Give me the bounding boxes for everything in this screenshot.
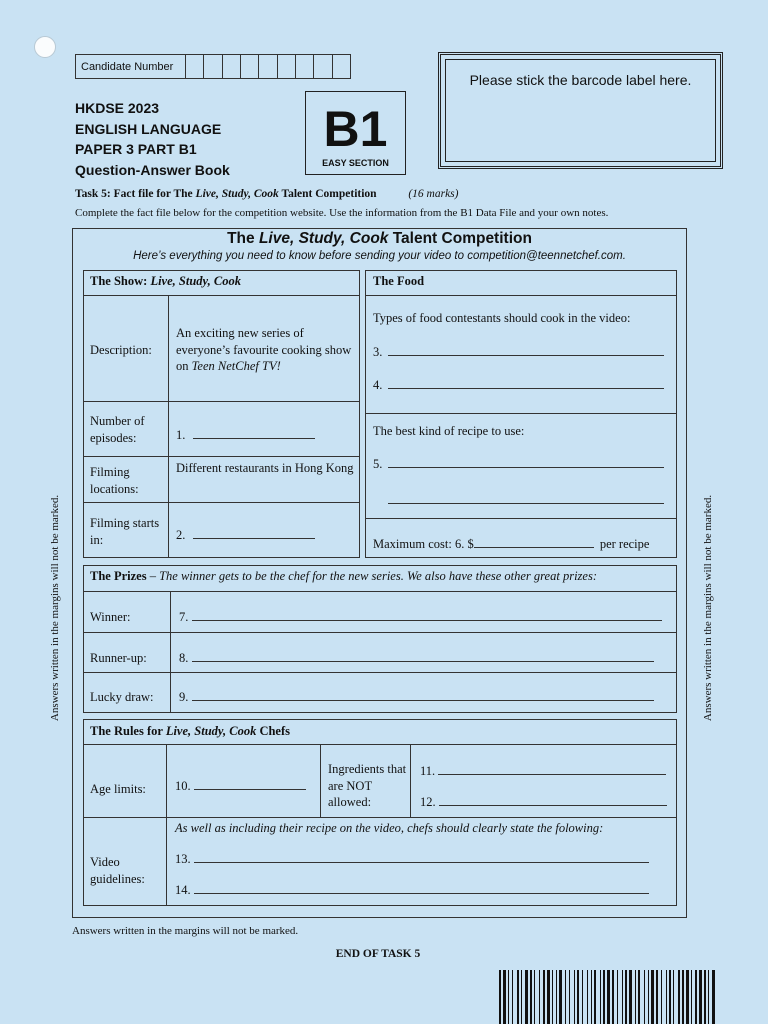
video-prompt: As well as including their recipe on the video, chefs should clearly state the folowing: (175, 821, 604, 835)
barcode-stripe (521, 970, 522, 1024)
prize-label-runner-up: Runner-up: (90, 651, 147, 665)
exam-line: PAPER 3 PART B1 (75, 141, 197, 157)
prizes-header-bold: The Prizes (90, 569, 147, 583)
punch-hole (34, 36, 56, 58)
barcode-stripe (577, 970, 579, 1024)
prizes-header-italic: – The winner gets to be the chef for the new series. We also have these other great prizes: (146, 569, 597, 583)
barcode-stripe (666, 970, 667, 1024)
barcode-stripe (574, 970, 575, 1024)
answer-3 (373, 344, 664, 361)
barcode-stripe (607, 970, 610, 1024)
candidate-digit-cell[interactable] (296, 55, 314, 78)
answer-4 (373, 377, 664, 394)
barcode-stripe (587, 970, 588, 1024)
age-limits-label: Age limits: (90, 782, 146, 796)
starts-label: Filming starts in: (90, 516, 160, 547)
left-margin-note: Answers written in the margins will not be marked. (49, 494, 61, 722)
candidate-digit-cell[interactable] (259, 55, 277, 78)
answer-blank-6[interactable] (474, 547, 594, 548)
question-number: 1. (176, 428, 186, 442)
task-prefix: Task 5: Fact file for The (75, 188, 196, 200)
answer-blank-11[interactable] (438, 774, 666, 775)
barcode-stripe (712, 970, 715, 1024)
barcode-stripe (686, 970, 689, 1024)
divider (83, 817, 677, 818)
rules-section (83, 719, 677, 906)
exam-line: Question-Answer Book (75, 161, 230, 178)
barcode-stripe (617, 970, 618, 1024)
answer-blank-5-continued[interactable] (388, 488, 664, 504)
divider (83, 456, 360, 457)
barcode-stripe (648, 970, 649, 1024)
barcode-stripe (591, 970, 592, 1024)
answer-blank-7[interactable] (192, 620, 662, 621)
prize-label-winner: Winner: (90, 610, 131, 624)
barcode-stripe (499, 970, 501, 1024)
barcode-stripe (539, 970, 540, 1024)
candidate-number-label: Candidate Number (76, 55, 186, 78)
question-number: 13. (175, 852, 191, 866)
barcode-stripe (695, 970, 697, 1024)
barcode-stripe (534, 970, 535, 1024)
task-prefix-suffix: Talent Competition (278, 188, 377, 200)
candidate-digit-cell[interactable] (278, 55, 296, 78)
candidate-digit-cell[interactable] (186, 55, 204, 78)
barcode-stripe (656, 970, 658, 1024)
barcode-stripe (543, 970, 545, 1024)
ingredients-label: Ingredients that are NOT allowed: (328, 762, 407, 809)
divider (83, 744, 677, 745)
answer-6 (373, 536, 649, 553)
divider (365, 295, 677, 296)
divider (168, 295, 169, 558)
barcode-stripe (552, 970, 553, 1024)
question-number: 2. (176, 528, 186, 542)
divider (83, 502, 360, 503)
divider (365, 413, 677, 414)
answer-8 (179, 650, 654, 667)
show-header-pre: The Show: (90, 274, 151, 288)
answer-14 (175, 882, 649, 899)
fact-file-title-post: Talent Competition (388, 230, 532, 247)
barcode-stripe (635, 970, 636, 1024)
candidate-digit-cell[interactable] (333, 55, 350, 78)
barcode-stripe (556, 970, 557, 1024)
answer-blank-4[interactable] (388, 388, 664, 389)
fact-file-title-pre: The (227, 230, 259, 247)
task-instructions: Complete the fact file below for the competition website. Use the information from the B1 Data File and your own notes. (75, 207, 609, 219)
answer-blank-3[interactable] (388, 355, 664, 356)
question-number: 8. (179, 651, 189, 665)
recipe-prompt: The best kind of recipe to use: (373, 424, 525, 438)
divider (83, 295, 360, 296)
question-number: 12. (420, 795, 436, 809)
barcode-label-area (438, 52, 723, 169)
fact-file-title-italic: Live, Study, Cook (258, 230, 389, 247)
task-heading (75, 188, 458, 200)
answer-blank-13[interactable] (194, 862, 649, 863)
rules-header-pre: The Rules for (90, 724, 166, 738)
locations-value: Different restaurants in Hong Kong (176, 461, 354, 475)
barcode-stripe (508, 970, 509, 1024)
barcode-stripe (661, 970, 662, 1024)
question-number: 7. (179, 610, 189, 624)
divider (83, 672, 677, 673)
barcode-stripe (678, 970, 680, 1024)
barcode-stripe (651, 970, 654, 1024)
barcode-instruction: Please stick the barcode label here. (445, 59, 716, 162)
locations-label: Filming locations: (90, 465, 139, 496)
task-prefix-italic: Live, Study, Cook (195, 188, 279, 200)
barcode-stripe (600, 970, 601, 1024)
answer-13 (175, 851, 649, 868)
description-text: An exciting new series of everyone’s favourite cooking show on (176, 326, 352, 373)
barcode-stripe (699, 970, 702, 1024)
barcode-stripe (625, 970, 627, 1024)
answer-blank-9[interactable] (192, 700, 654, 701)
answer-7 (179, 609, 662, 626)
divider (365, 518, 677, 519)
show-header-italic: Live, Study, Cook (150, 274, 241, 288)
candidate-digit-cell[interactable] (204, 55, 222, 78)
question-number: 4. (373, 378, 383, 392)
section-badge (305, 91, 406, 175)
answer-5 (373, 456, 664, 473)
answer-blank-8[interactable] (192, 661, 654, 662)
end-of-task: END OF TASK 5 (335, 948, 421, 960)
divider (320, 744, 321, 817)
barcode-stripe (644, 970, 645, 1024)
barcode-stripe (594, 970, 596, 1024)
barcode-icon (499, 970, 717, 1024)
prizes-header (90, 568, 597, 585)
divider (166, 744, 167, 906)
answer-11 (420, 763, 666, 780)
cost-suffix: per recipe (599, 537, 650, 551)
candidate-digit-cell[interactable] (314, 55, 332, 78)
question-number: 3. (373, 345, 383, 359)
barcode-stripe (565, 970, 566, 1024)
barcode-stripe (569, 970, 570, 1024)
barcode-stripe (612, 970, 614, 1024)
exam-line: ENGLISH LANGUAGE (75, 120, 222, 137)
divider (410, 744, 411, 817)
answer-blank-5[interactable] (388, 467, 664, 468)
description-value (176, 325, 354, 375)
question-number: 14. (175, 883, 191, 897)
section-code: B1 (323, 101, 388, 157)
rules-header (90, 724, 290, 739)
cost-label: Maximum cost: 6. $ (373, 537, 474, 551)
question-number: 5. (373, 457, 383, 471)
barcode-stripe (638, 970, 640, 1024)
answer-1 (176, 427, 315, 444)
question-number: 9. (179, 690, 189, 704)
barcode-stripe (629, 970, 632, 1024)
divider (83, 591, 677, 592)
answer-10 (175, 778, 306, 795)
barcode-stripe (673, 970, 674, 1024)
barcode-stripe (669, 970, 671, 1024)
exam-title (75, 98, 230, 180)
question-number: 11. (420, 764, 436, 778)
answer-blank-10[interactable] (194, 789, 306, 790)
barcode-stripe (503, 970, 506, 1024)
task-marks: (16 marks) (408, 188, 459, 200)
right-margin-note: Answers written in the margins will not be marked. (702, 494, 714, 722)
divider (170, 591, 171, 713)
exam-line: HKDSE 2023 (75, 100, 160, 116)
barcode-stripe (530, 970, 532, 1024)
food-header: The Food (373, 274, 425, 288)
description-channel: Teen NetChef TV! (191, 359, 281, 373)
answer-12 (420, 794, 667, 811)
food-types-prompt: Types of food contestants should cook in the video: (373, 311, 631, 325)
answer-blank-1[interactable] (193, 438, 315, 439)
divider (83, 632, 677, 633)
prize-label-lucky-draw: Lucky draw: (90, 690, 154, 704)
video-guidelines-label: Video guidelines: (90, 855, 145, 886)
answer-blank-14[interactable] (194, 893, 649, 894)
barcode-stripe (517, 970, 519, 1024)
answer-blank-12[interactable] (439, 805, 667, 806)
question-number: 10. (175, 779, 191, 793)
rules-header-post: Chefs (256, 724, 291, 738)
section-label: EASY SECTION (322, 158, 389, 168)
answer-9 (179, 689, 654, 706)
barcode-stripe (582, 970, 583, 1024)
show-header (90, 274, 241, 289)
divider (83, 401, 360, 402)
barcode-stripe (512, 970, 513, 1024)
description-label: Description: (90, 343, 152, 357)
rules-header-italic: Live, Study, Cook (165, 724, 257, 738)
footer-margin-note: Answers written in the margins will not be marked. (72, 925, 299, 937)
barcode-stripe (704, 970, 706, 1024)
fact-file-subtitle: Here’s everything you need to know before sending your video to competition@teennetchef.com. (133, 250, 626, 262)
candidate-digit-cell[interactable] (241, 55, 259, 78)
fact-file-title (72, 230, 687, 248)
candidate-number-box (75, 54, 351, 79)
barcode-stripe (708, 970, 709, 1024)
answer-2 (176, 527, 315, 544)
barcode-stripe (622, 970, 623, 1024)
barcode-stripe (682, 970, 684, 1024)
barcode-stripe (603, 970, 605, 1024)
answer-blank-2[interactable] (193, 538, 315, 539)
barcode-stripe (691, 970, 692, 1024)
barcode-stripe (547, 970, 550, 1024)
candidate-digit-cell[interactable] (223, 55, 241, 78)
episodes-label: Number of episodes: (90, 414, 145, 445)
barcode-stripe (559, 970, 562, 1024)
barcode-stripe (525, 970, 528, 1024)
